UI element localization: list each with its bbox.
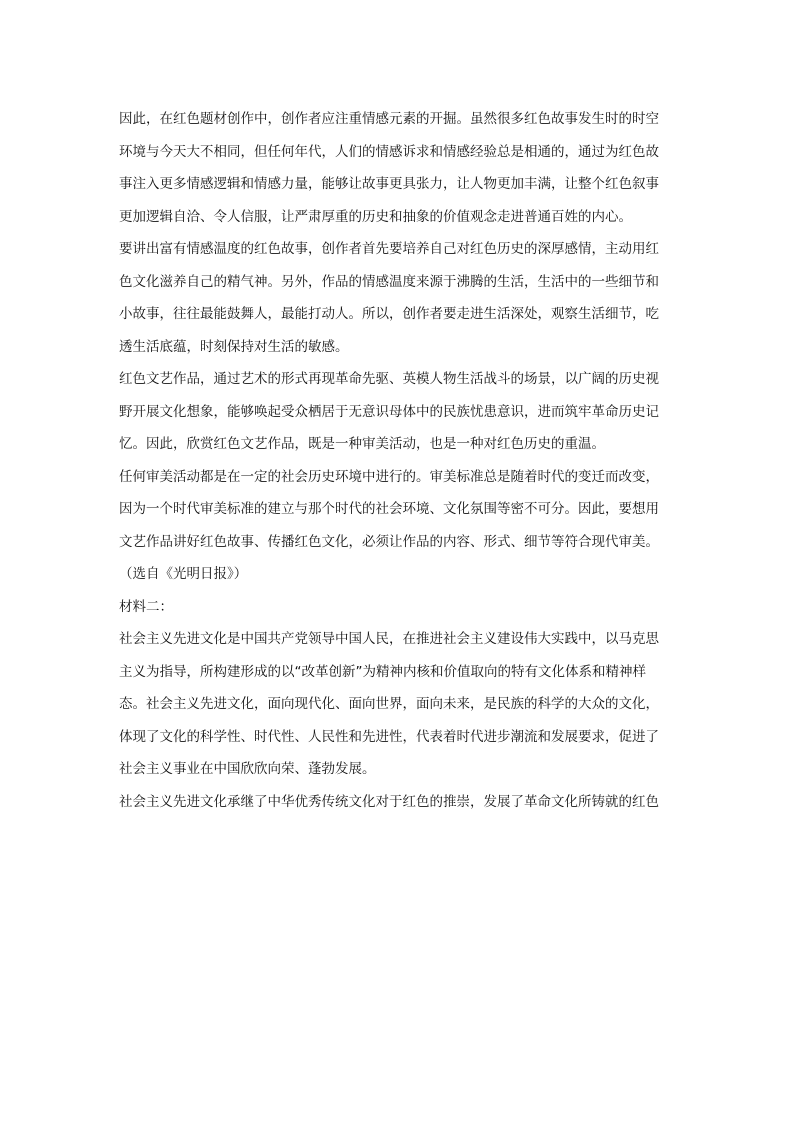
text-line: 社会主义事业在中国欣欣向荣、蓬勃发展。 [119,761,376,777]
paragraph [119,786,675,819]
paragraph [119,103,675,233]
text-line: 文艺作品讲好红色故事、传播红色文化，必须让作品的内容、形式、细节等符合现代审美。 [119,533,659,550]
text-line: 红色文艺作品，通过艺术的形式再现革命先驱、英模人物生活战斗的场景，以广阔的历史视 [119,371,659,387]
paragraph [119,363,675,461]
text-line: 更加逻辑自洽、令人信服，让严肃厚重的历史和抽象的价值观念走进普通百姓的内心。 [119,208,632,225]
text-line: 色文化滋养自己的精气神。另外，作品的情感温度来源于沸腾的生活，生活中的一些细节和 [119,273,659,290]
text-line: 社会主义先进文化承继了中华优秀传统文化对于红色的推崇，发展了革命文化所铸就的红色 [119,793,659,810]
text-line: （选自《光明日报》） [119,566,248,582]
text-line: 主义为指导，所构建形成的以“改革创新”为精神内核和价值取向的特有文化体系和精神样 [119,663,646,680]
text-line: 事注入更多情感逻辑和情感力量，能够让故事更具张力，让人物更加丰满，让整个红色叙事 [119,176,659,192]
text-line: 环境与今天大不相同，但任何年代，人们的情感诉求和情感经验总是相通的，通过为红色故 [119,143,659,160]
text-line: 小故事，往往最能鼓舞人，最能打动人。所以，创作者要走进生活深处，观察生活细节，吃 [119,306,659,322]
document-body [119,103,675,818]
paragraph [119,591,675,624]
text-line: 要讲出富有情感温度的红色故事，创作者首先要培养自己对红色历史的深厚感情，主动用红 [119,241,659,257]
text-line: 因此，在红色题材创作中，创作者应注重情感元素的开掘。虽然很多红色故事发生时的时空 [119,111,659,127]
text-line: 因为一个时代审美标准的建立与那个时代的社会环境、文化氛围等密不可分。因此，要想用 [119,501,659,517]
text-line: 体现了文化的科学性、时代性、人民性和先进性，代表着时代进步潮流和发展要求，促进了 [119,728,659,745]
text-line: 透生活底蕴，时刻保持对生活的敏感。 [119,338,349,355]
text-line: 任何审美活动都是在一定的社会历史环境中进行的。审美标准总是随着时代的变迁而改变， [119,468,659,485]
paragraph [119,461,675,591]
text-line: 材料二： [119,598,173,615]
paragraph [119,623,675,786]
text-line: 态。社会主义先进文化，面向现代化、面向世界，面向未来，是民族的科学的大众的文化， [119,696,659,712]
text-line: 野开展文化想象，能够唤起受众栖居于无意识母体中的民族忧患意识，进而筑牢革命历史记 [119,403,659,420]
text-line: 忆。因此，欣赏红色文艺作品，既是一种审美活动，也是一种对红色历史的重温。 [119,436,605,452]
text-line: 社会主义先进文化是中国共产党领导中国人民，在推进社会主义建设伟大实践中，以马克思 [119,631,659,647]
paragraph [119,233,675,363]
